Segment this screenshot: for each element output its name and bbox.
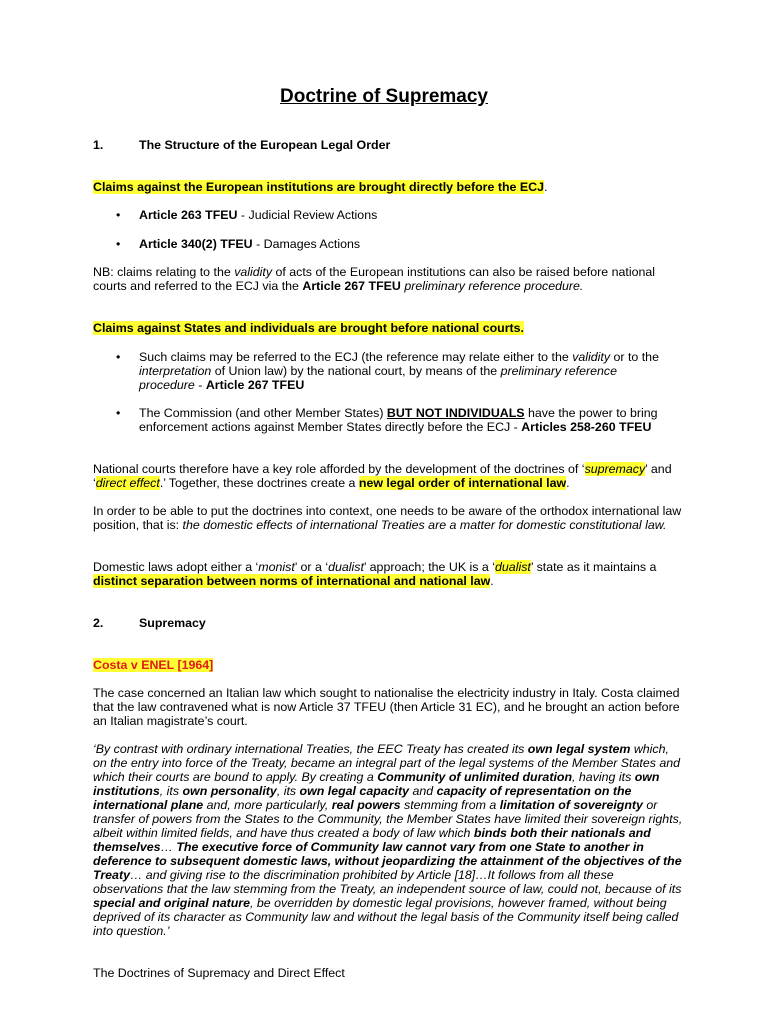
quote-paragraph: ‘By contrast with ordinary international Treaties, the EEC Treaty has created its own legal system which, on the entry into force of the Treaty, became an integral part of the legal systems of the Member States and which their courts are bound to apply. By creating a Community of unlimited duration, having its own institutions, its own personality, its own legal capacity and capacity of representation on the international plane and, more particularly, real powers stemming from a limitation of sovereignty or transfer of powers from the States to the Community, the Member States have limited their sovereign rights, albeit within limited fields, and have thus created a body of law which binds both their nationals and themselves… The executive force of Community law cannot vary from one State to another in deference to subsequent domestic laws, without jeopardizing the attainment of the objectives of the Treaty… and giving rise to the discrimination prohibited by Article [18]…It follows from all these observations that the law stemming from the Treaty, an independent source of law, could not, because of its special and original nature, be overridden by domestic legal provisions, however framed, without being deprived of its character as Community law and without the legal basis of the Community itself being called into question.’ (93, 742, 683, 938)
section-1-heading (93, 138, 390, 152)
bullet-dot: • (116, 350, 121, 364)
context-paragraph: In order to be able to put the doctrines into context, one needs to be aware of the orthodox international law position, that is: the domestic effects of international Treaties are a matter for domestic constitutional law. (93, 504, 682, 532)
section-title: Supremacy (139, 616, 206, 630)
bullet-article-263: • Article 263 TFEU - Judicial Review Actions (116, 208, 378, 222)
section-number: 1. (93, 138, 104, 152)
bullet-commission: • The Commission (and other Member States) BUT NOT INDIVIDUALS have the power to bring enforcement actions against Member States directly before the ECJ - Articles 258-260 TFEU (116, 406, 658, 434)
claims-states-heading: Claims against States and individuals are brought before national courts. (93, 321, 525, 335)
bullet-dot: • (116, 237, 121, 251)
case-paragraph: The case concerned an Italian law which sought to nationalise the electricity industry in Italy. Costa claimed that the law contravened what is now Article 37 TFEU (then Article 31 EC), and he brought an action before an Italian magistrate’s court. (93, 686, 680, 728)
national-courts-paragraph: National courts therefore have a key role afforded by the development of the doctrines of ‘supremacy’ and ‘direct effect.’ Together, these doctrines create a new legal order of international law. (93, 462, 672, 490)
case-title: Costa v ENEL [1964] (93, 658, 214, 672)
section-title: The Structure of the European Legal Order (139, 138, 391, 152)
page-footer: The Doctrines of Supremacy and Direct Effect (93, 966, 345, 980)
page-title: Doctrine of Supremacy (280, 86, 488, 107)
bullet-dot: • (116, 406, 121, 420)
claims-eu-heading: Claims against the European institutions are brought directly before the ECJ. (93, 180, 548, 194)
domestic-laws-paragraph: Domestic laws adopt either a ‘monist’ or a ‘dualist’ approach; the UK is a ‘dualist’ state as it maintains a distinct separation between norms of international and national law. (93, 560, 657, 588)
nb-paragraph: NB: claims relating to the validity of acts of the European institutions can also be raised before national courts and referred to the ECJ via the Article 267 TFEU preliminary reference procedure. (93, 265, 656, 293)
bullet-article-340: • Article 340(2) TFEU - Damages Actions (116, 237, 361, 251)
bullet-dot: • (116, 208, 121, 222)
bullet-referral: • Such claims may be referred to the ECJ (the reference may relate either to the validity or to the interpretation of Union law) by the national court, by means of the preliminary reference procedure - Article 267 TFEU (116, 350, 659, 392)
section-2-heading (93, 616, 206, 630)
section-number: 2. (93, 616, 104, 630)
